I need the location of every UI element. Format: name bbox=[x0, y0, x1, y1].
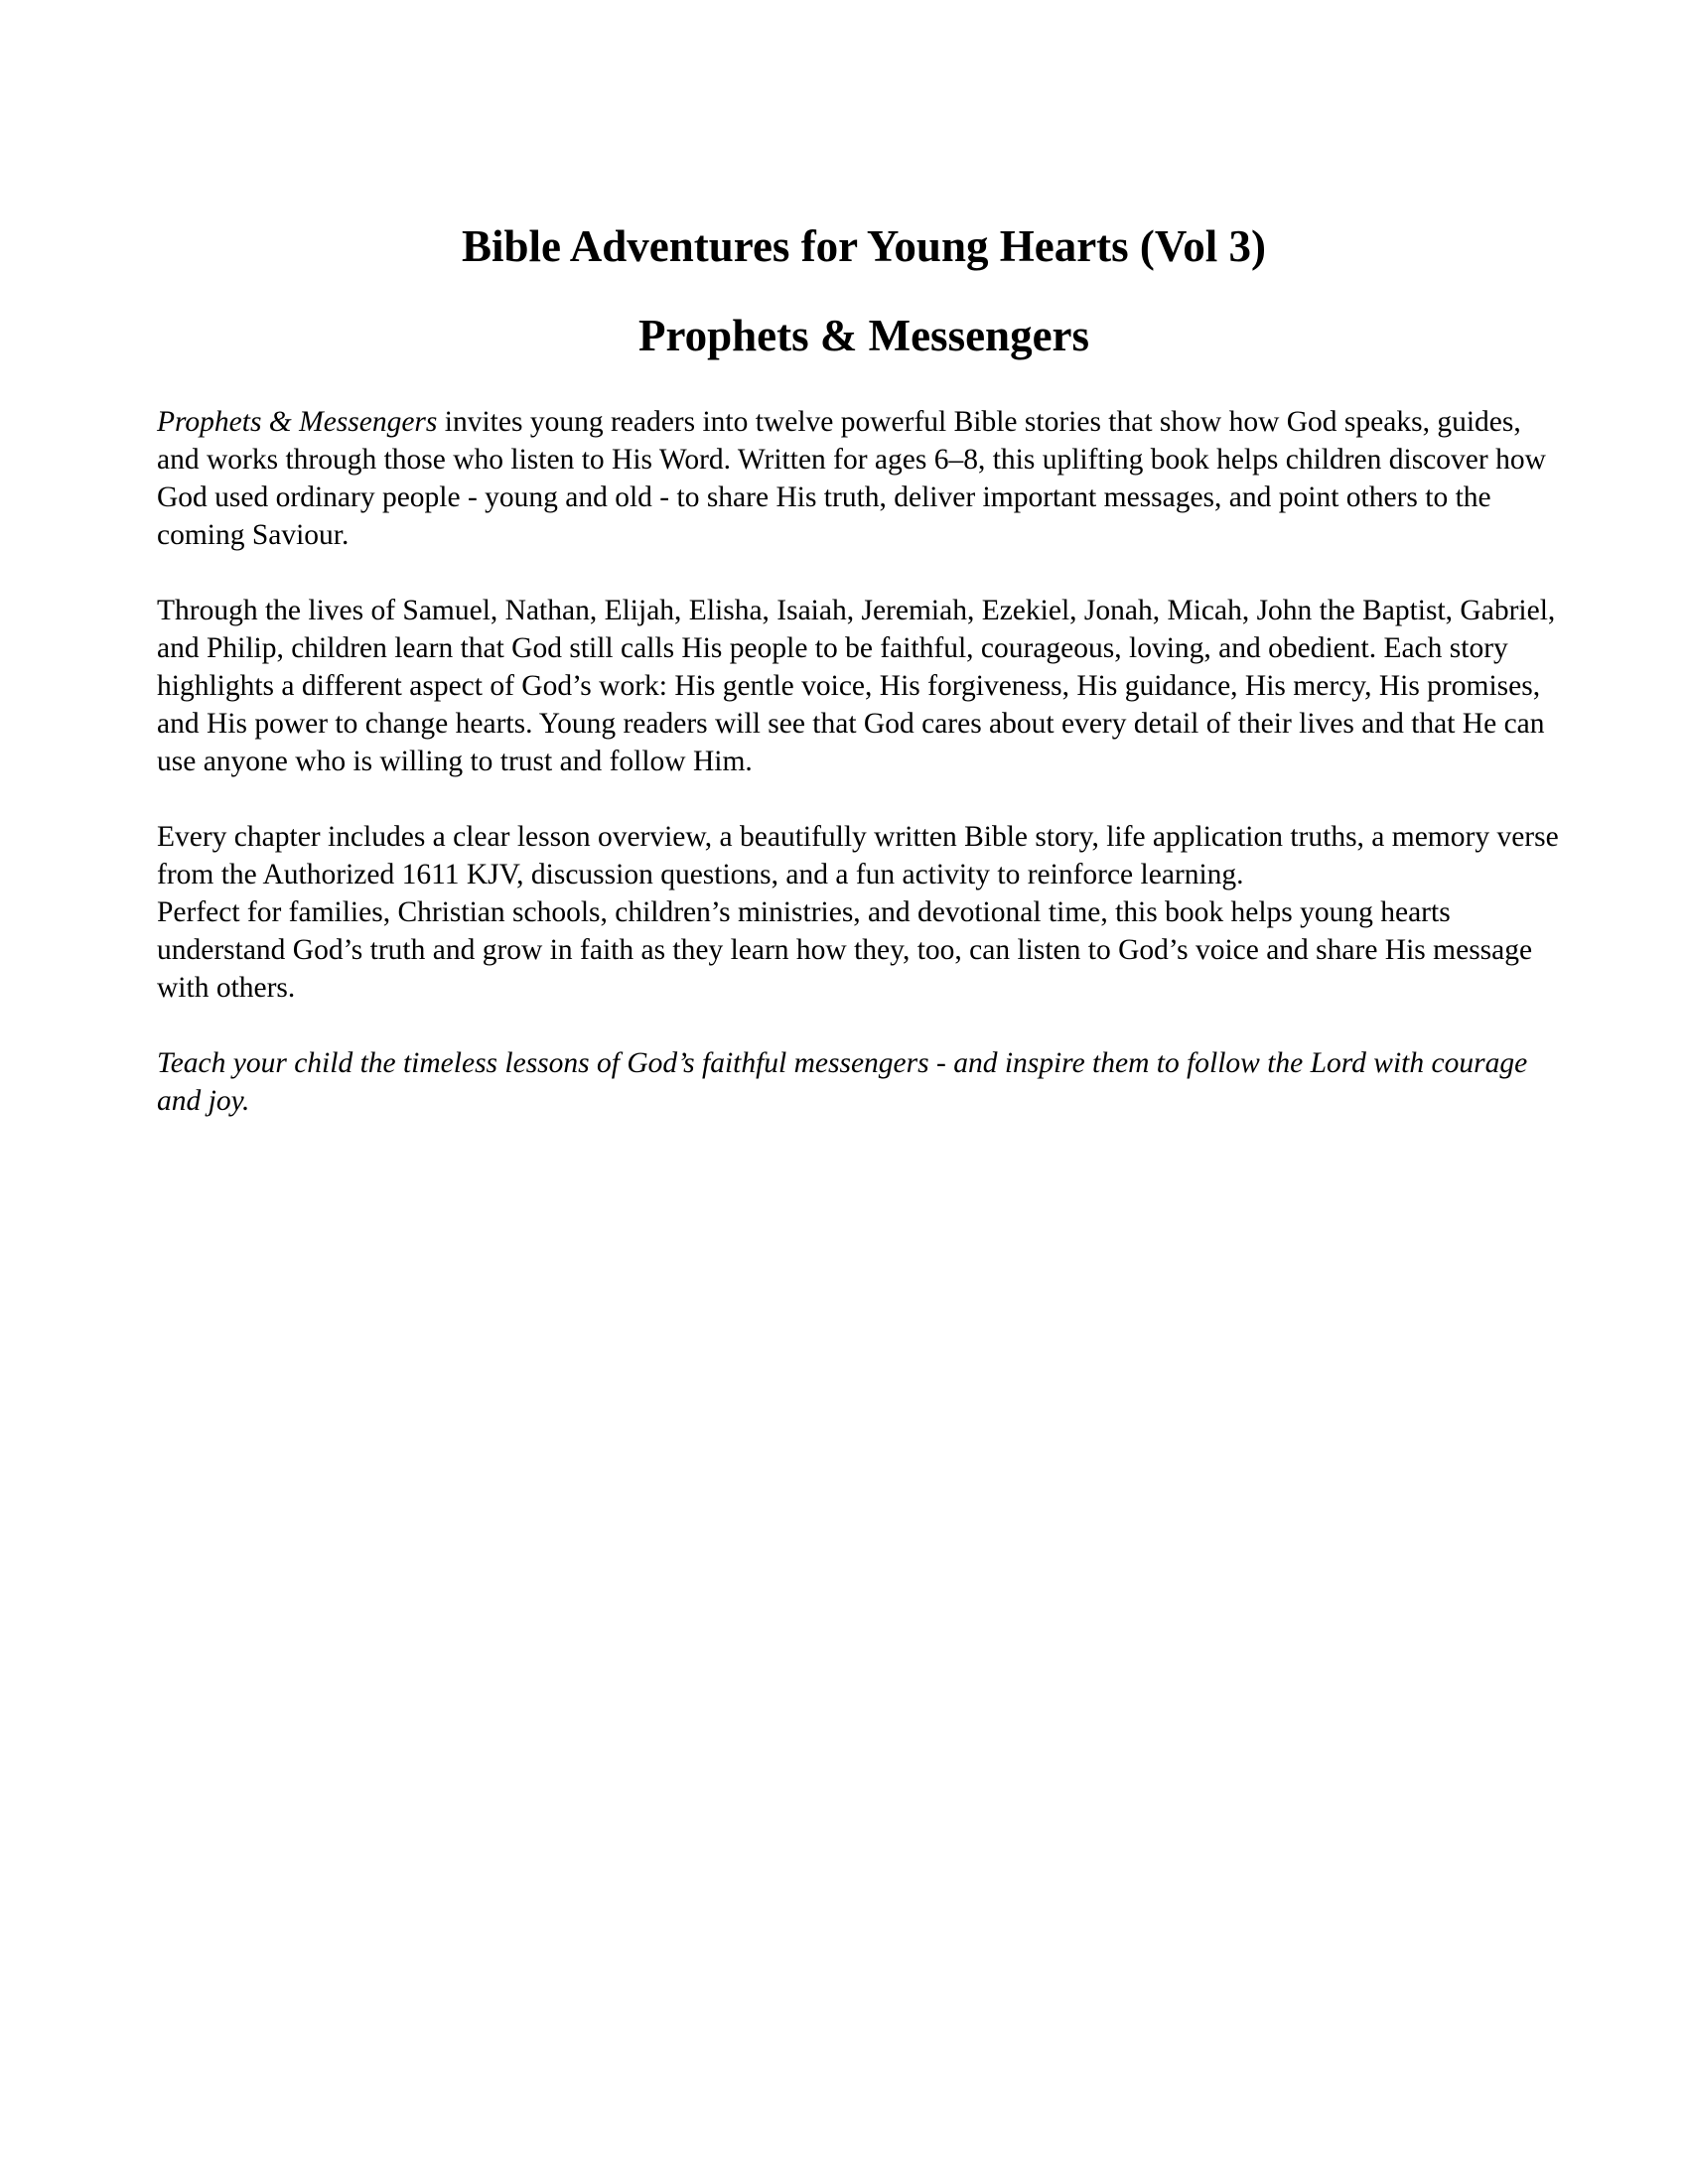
book-name-italic: Prophets & Messengers bbox=[157, 406, 438, 438]
book-subtitle: Prophets & Messengers bbox=[637, 311, 1090, 360]
description-paragraph-4: Perfect for families, Christian schools, children’s ministries, and devotional time, this book helps young hearts understand God’s truth and grow in faith as they learn how they, too, can listen to God’s voice and share His message with others. bbox=[157, 896, 1533, 1004]
description-paragraph-2: Through the lives of Samuel, Nathan, Elijah, Elisha, Isaiah, Jeremiah, Ezekiel, Jonah, Micah, John the Baptist, Gabriel, and Philip, children learn that God still calls His people to be faithful, courageous, loving, and obedient. Each story highlights a different aspect of God’s work: His gentle voice, His forgiveness, His guidance, His mercy, His promises, and His power to change hearts. Young readers will see that God cares about every detail of their lives and that He can use anyone who is willing to trust and follow Him. bbox=[157, 595, 1556, 777]
description-paragraph-1-text: invites young readers into twelve powerful Bible stories that show how God speaks, guides, and works through those who listen to His Word. Written for ages 6–8, this uplifting book helps children discover how God used ordinary people - young and old - to share His truth, deliver important messages, and point others to the coming Saviour. bbox=[157, 406, 1546, 551]
description-paragraph-1 bbox=[157, 403, 1567, 554]
description-paragraph-3: Every chapter includes a clear lesson overview, a beautifully written Bible story, life application truths, a memory verse from the Authorized 1611 KJV, discussion questions, and a fun activity to reinforce learning. bbox=[157, 821, 1559, 890]
document-body bbox=[157, 220, 1567, 1120]
closing-paragraph: Teach your child the timeless lessons of God’s faithful messengers - and inspire them to follow the Lord with courage and joy. bbox=[157, 1047, 1528, 1117]
book-title: Bible Adventures for Young Hearts (Vol 3) bbox=[461, 221, 1267, 271]
